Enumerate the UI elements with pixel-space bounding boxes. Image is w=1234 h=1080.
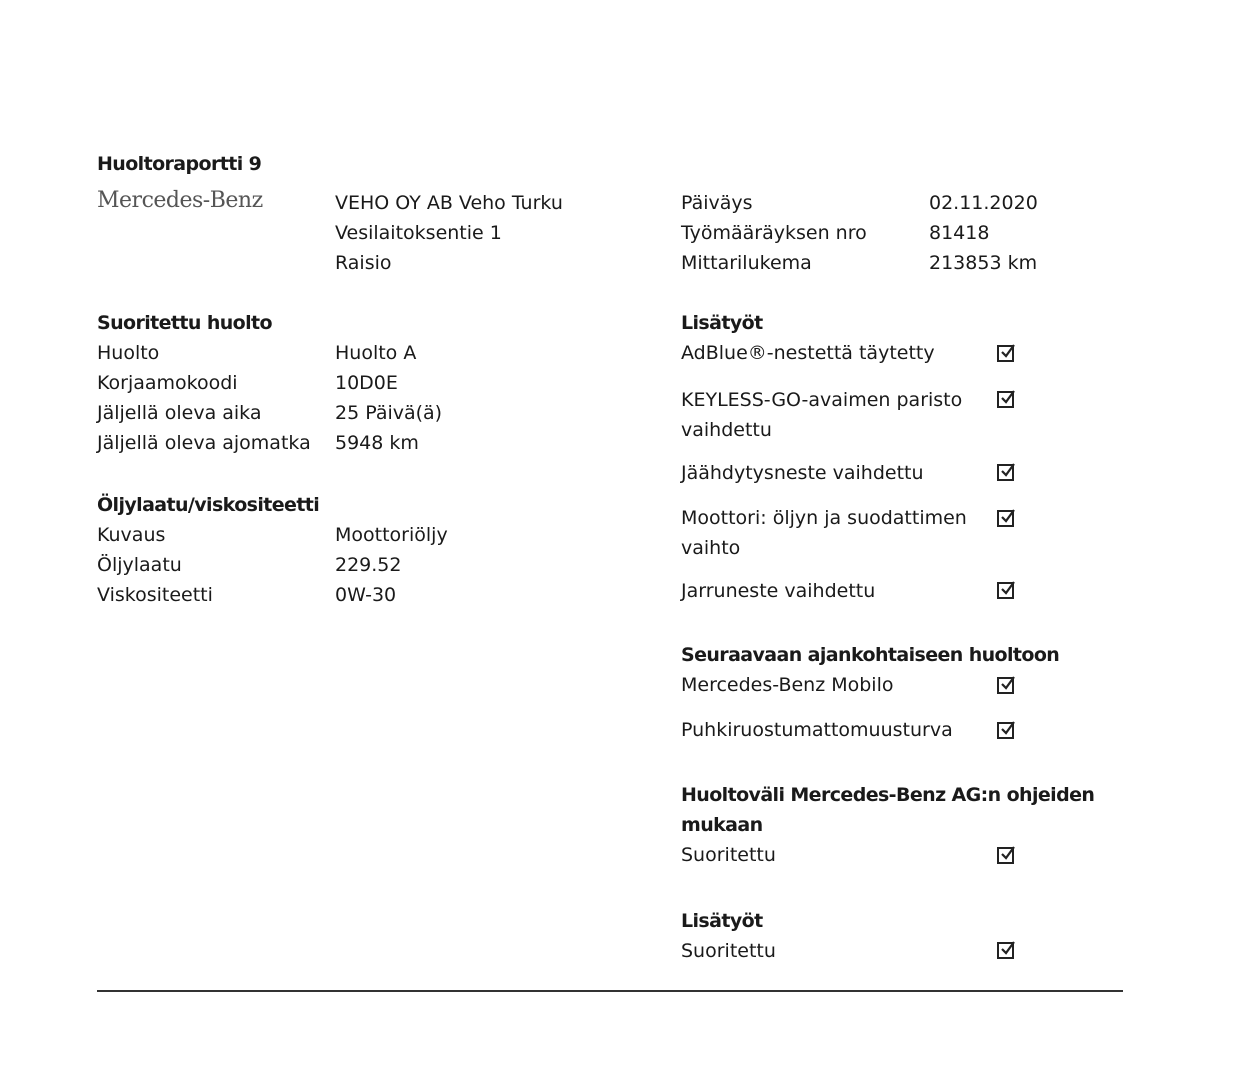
dealer-name: VEHO OY AB Veho Turku xyxy=(335,192,563,214)
extra-work-item-label: Jarruneste vaihdettu xyxy=(681,580,876,602)
odometer-label: Mittarilukema xyxy=(681,252,812,274)
extra-work2-heading: Lisätyöt xyxy=(681,910,763,932)
extra-work-item-label-cont: vaihto xyxy=(681,537,741,559)
extra-work2-item-label: Suoritettu xyxy=(681,940,776,962)
odometer-value: 213853 km xyxy=(929,252,1038,274)
checkmark-icon xyxy=(1000,941,1016,957)
extra-work2-checkbox[interactable] xyxy=(997,942,1014,959)
date-label: Päiväys xyxy=(681,192,753,214)
extra-work-item-label: KEYLESS-GO-avaimen paristo xyxy=(681,389,963,411)
service-heading: Suoritettu huolto xyxy=(97,312,272,334)
service-type-label: Huolto xyxy=(97,342,160,364)
checkmark-icon xyxy=(1000,390,1016,406)
extra-work-checkbox[interactable] xyxy=(997,582,1014,599)
service-type-value: Huolto A xyxy=(335,342,417,364)
workshop-code-label: Korjaamokoodi xyxy=(97,372,238,394)
extra-work-item-label-cont: vaihdettu xyxy=(681,419,772,441)
oil-description-value: Moottoriöljy xyxy=(335,524,448,546)
time-remaining-value: 25 Päivä(ä) xyxy=(335,402,443,424)
extra-work-checkbox[interactable] xyxy=(997,510,1014,527)
oil-quality-label: Öljylaatu xyxy=(97,554,182,576)
interval-heading: Huoltoväli Mercedes-Benz AG:n ohjeiden xyxy=(681,784,1095,806)
checkmark-icon xyxy=(1000,344,1016,360)
next-service-item-label: Mercedes-Benz Mobilo xyxy=(681,674,894,696)
bottom-divider xyxy=(97,990,1123,992)
extra-work-checkbox[interactable] xyxy=(997,464,1014,481)
dealer-city: Raisio xyxy=(335,252,392,274)
interval-heading-cont: mukaan xyxy=(681,814,763,836)
oil-quality-value: 229.52 xyxy=(335,554,402,576)
extra-work-heading: Lisätyöt xyxy=(681,312,763,334)
checkmark-icon xyxy=(1000,846,1016,862)
next-service-checkbox[interactable] xyxy=(997,722,1014,739)
dealer-street: Vesilaitoksentie 1 xyxy=(335,222,502,244)
workshop-code-value: 10D0E xyxy=(335,372,398,394)
report-title: Huoltoraportti 9 xyxy=(97,153,262,175)
next-service-heading: Seuraavaan ajankohtaiseen huoltoon xyxy=(681,644,1060,666)
interval-checkbox[interactable] xyxy=(997,847,1014,864)
extra-work-item-label: Moottori: öljyn ja suodattimen xyxy=(681,507,967,529)
work-order-label: Työmääräyksen nro xyxy=(681,222,867,244)
distance-remaining-label: Jäljellä oleva ajomatka xyxy=(97,432,311,454)
oil-description-label: Kuvaus xyxy=(97,524,166,546)
checkmark-icon xyxy=(1000,721,1016,737)
oil-heading: Öljylaatu/viskositeetti xyxy=(97,494,320,516)
checkmark-icon xyxy=(1000,676,1016,692)
checkmark-icon xyxy=(1000,509,1016,525)
next-service-checkbox[interactable] xyxy=(997,677,1014,694)
checkmark-icon xyxy=(1000,463,1016,479)
time-remaining-label: Jäljellä oleva aika xyxy=(97,402,262,424)
extra-work-item-label: AdBlue®-nestettä täytetty xyxy=(681,342,935,364)
work-order-value: 81418 xyxy=(929,222,990,244)
viscosity-value: 0W-30 xyxy=(335,584,397,606)
extra-work-item-label: Jäähdytysneste vaihdettu xyxy=(681,462,924,484)
extra-work-checkbox[interactable] xyxy=(997,391,1014,408)
date-value: 02.11.2020 xyxy=(929,192,1038,214)
next-service-item-label: Puhkiruostumattomuusturva xyxy=(681,719,953,741)
viscosity-label: Viskositeetti xyxy=(97,584,213,606)
interval-item-label: Suoritettu xyxy=(681,844,776,866)
distance-remaining-value: 5948 km xyxy=(335,432,419,454)
checkmark-icon xyxy=(1000,581,1016,597)
extra-work-checkbox[interactable] xyxy=(997,345,1014,362)
mercedes-benz-logo: Mercedes-Benz xyxy=(97,188,263,213)
